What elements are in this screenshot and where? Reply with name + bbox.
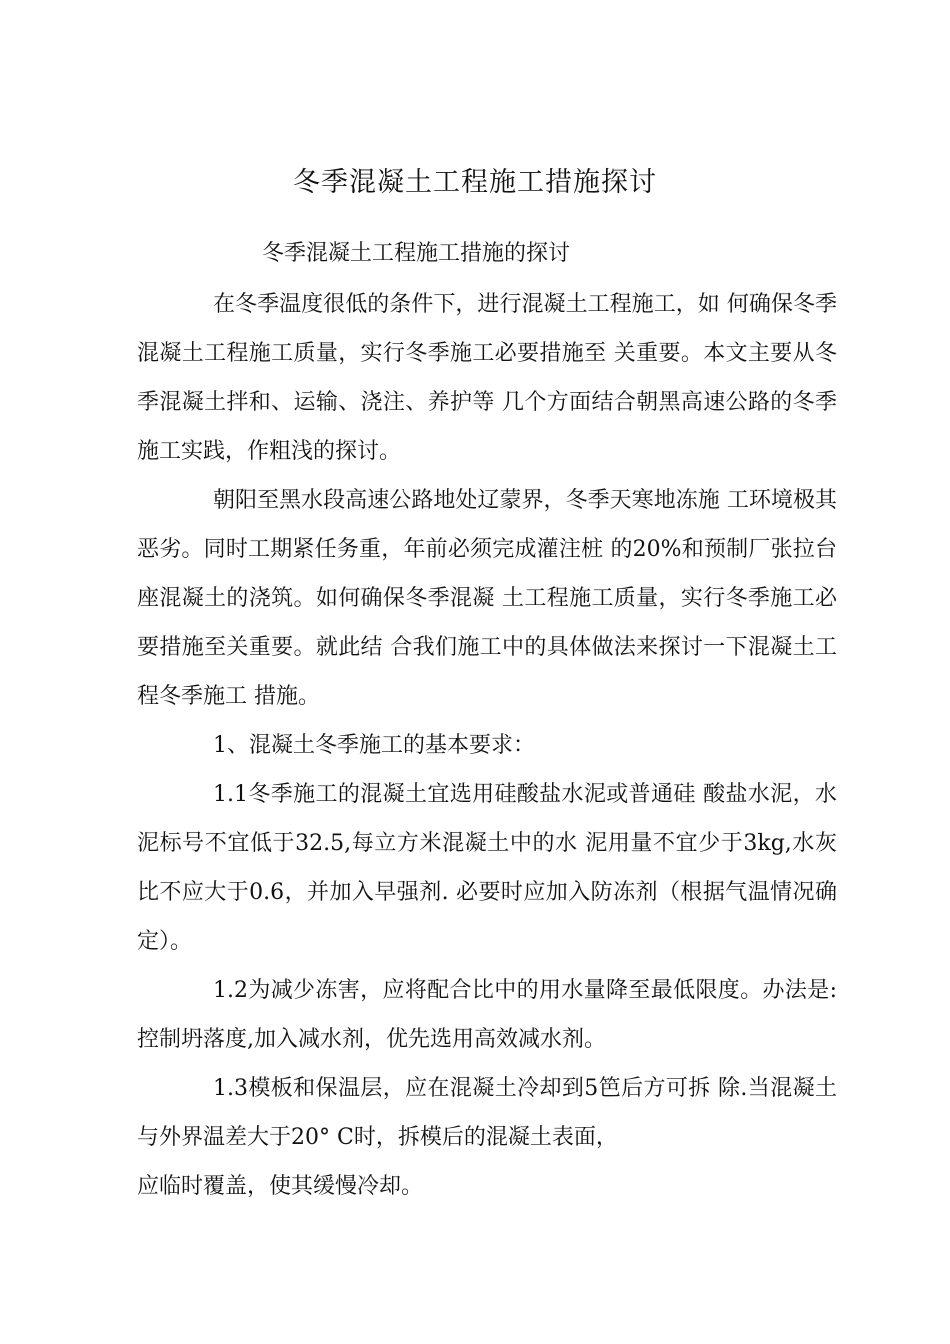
paragraph-background: 朝阳至黑水段高速公路地处辽蒙界，冬季天寒地冻施 工环境极其恶劣。同时工期紧任务重，年前必须完成灌注桩 的20%和预制厂张拉台座混凝土的浇筑。如何确保冬季混凝 土工程施工质量，实行冬季施工必要措施至关重要。就此结 合我们施工中的具体做法来探讨一下混凝土工程冬季施工 措施。 [137, 488, 837, 709]
paragraph-1-3-tail: 应临时覆盖，使其缓慢冷却。 [137, 1174, 424, 1199]
paragraph-1-1: 1.1冬季施工的混凝土宜选用硅酸盐水泥或普通硅 酸盐水泥，水泥标号不宜低于32.5,每立方米混凝土中的水 泥用量不宜少于3kg,水灰比不应大于0.6，并加入早强剂. 必要时应加入防冻剂（根据气温情况确定）。 [137, 782, 837, 954]
paragraph-intro: 在冬季温度很低的条件下，进行混凝土工程施工，如 何确保冬季混凝土工程施工质量，实行冬季施工必要措施至 关重要。本文主要从冬季混凝土拌和、运输、浇注、养护等 几个方面结合朝黑高速公路的冬季施工实践，作粗浅的探讨。 [137, 292, 837, 464]
document-title: 冬季混凝土工程施工措施探讨 [293, 167, 657, 198]
paragraph-1-3: 1.3模板和保温层，应在混凝土冷却到5笆后方可拆 除.当混凝土与外界温差大于20° C时，拆模后的混凝土表面， [137, 1076, 837, 1150]
document-subtitle: 冬季混凝土工程施工措施的探讨 [262, 241, 571, 266]
section-heading-basic-requirements: 1、混凝土冬季施工的基本要求： [213, 733, 535, 758]
document-body [137, 280, 837, 1211]
paragraph-1-2: 1.2为减少冻害，应将配合比中的用水量降至最低限度。办法是:控制坍落度,加入减水剂，优先选用高效减水剂。 [137, 978, 837, 1052]
